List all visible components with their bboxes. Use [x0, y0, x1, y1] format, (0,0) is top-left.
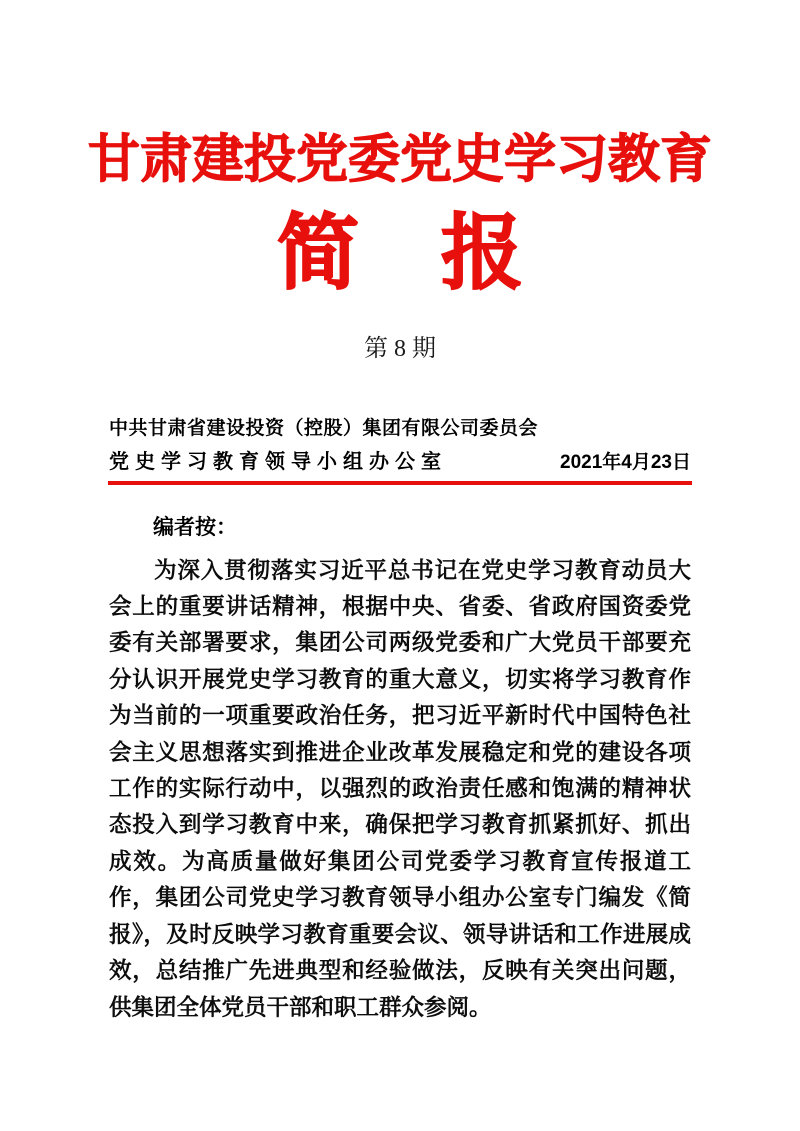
org-name-line2: 党史学习教育领导小组办公室	[109, 450, 447, 473]
bulletin-title: 简 报	[276, 208, 523, 299]
editor-note-paragraph: 为深入贯彻落实习近平总书记在党史学习教育动员大会上的重要讲话精神，根据中央、省委、省政府国资委党委有关部署要求，集团公司两级党委和广大党员干部要充分认识开展党史学习教育的重大意义，切实将学习教育作为当前的一项重要政治任务，把习近平新时代中国特色社会主义思想落实到推进企业改革发展稳定和党的建设各项工作的实际行动中，以强烈的政治责任感和饱满的精神状态投入到学习教育中来，确保把学习教育抓紧抓好、抓出成效。为高质量做好集团公司党委学习教育宣传报道工作，集团公司党史学习教育领导小组办公室专门编发《简报》，及时反映学习教育重要会议、领导讲话和工作进展成效，总结推广先进典型和经验做法，反映有关突出问题，供集团全体党员干部和职工群众参阅。	[109, 557, 691, 1020]
editor-note-label: 编者按：	[153, 515, 237, 539]
masthead-title: 甘肃建投党委党史学习教育	[87, 131, 712, 189]
masthead-divider-rule	[108, 481, 692, 485]
issue-number: 第 8 期	[364, 336, 436, 363]
issue-date: 2021年4月23日	[560, 451, 691, 473]
masthead-org-block	[109, 416, 691, 474]
org-date-row	[109, 445, 691, 474]
org-name-line1: 中共甘肃省建设投资（控股）集团有限公司委员会	[109, 417, 539, 439]
